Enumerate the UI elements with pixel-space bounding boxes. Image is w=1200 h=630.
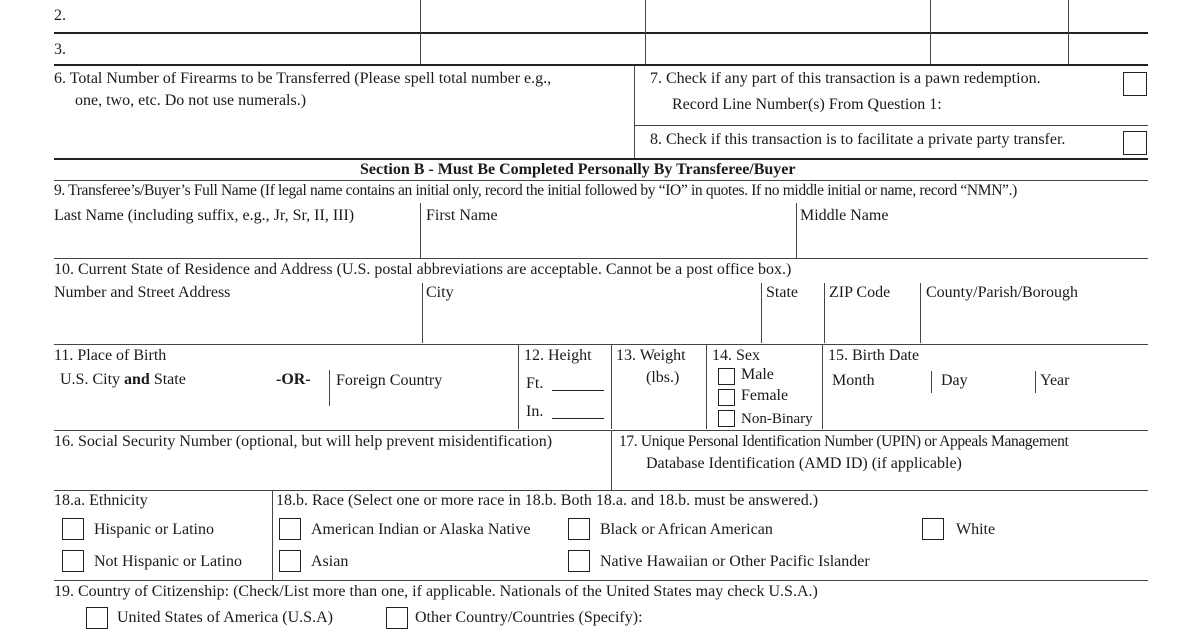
column-divider <box>420 0 421 64</box>
q18b-label: 18.b. Race (Select one or more race in 18.b. Both 18.a. and 18.b. must be answered.) <box>276 492 819 509</box>
row-divider <box>54 64 1148 66</box>
q8-label: 8. Check if this transaction is to facilitate a private party transfer. <box>650 131 1066 148</box>
q9-label: 9. Transferee’s/Buyer’s Full Name (If legal name contains an initial only, record the initial followed by “IO” in quotes. If no middle initial or name, record “NMN”.) <box>54 182 1017 199</box>
row-divider <box>54 258 1148 259</box>
column-divider <box>930 0 931 64</box>
q11-label: 11. Place of Birth <box>54 347 167 364</box>
sex-female-checkbox[interactable] <box>718 389 735 406</box>
first-name-label: First Name <box>426 207 498 224</box>
q7-record-line-label: Record Line Number(s) From Question 1: <box>672 96 942 113</box>
q14-label: 14. Sex <box>712 347 760 364</box>
birth-day-label: Day <box>941 372 968 389</box>
q17-label-continued: Database Identification (AMD ID) (if applicable) <box>646 455 962 472</box>
height-ft-field[interactable] <box>552 390 604 391</box>
foreign-country-field[interactable] <box>334 392 514 428</box>
q10-label: 10. Current State of Residence and Address (U.S. postal abbreviations are acceptable. Cannot be a post office box.) <box>54 261 792 278</box>
column-divider <box>822 345 823 429</box>
hispanic-label: Hispanic or Latino <box>94 521 214 538</box>
race-native-hawaiian-label: Native Hawaiian or Other Pacific Islander <box>600 553 870 570</box>
middle-name-label: Middle Name <box>800 207 889 224</box>
q6-label-continued: one, two, etc. Do not use numerals.) <box>75 92 307 109</box>
column-divider <box>920 283 921 343</box>
row-divider <box>54 32 1148 34</box>
race-american-indian-label: American Indian or Alaska Native <box>311 521 531 538</box>
citizenship-other-checkbox[interactable] <box>386 607 408 629</box>
column-divider <box>1035 371 1036 393</box>
race-black-checkbox[interactable] <box>568 518 590 540</box>
column-divider <box>1068 0 1069 64</box>
birth-month-field[interactable] <box>828 394 928 426</box>
race-white-label: White <box>956 521 996 538</box>
county-label: County/Parish/Borough <box>926 284 1079 301</box>
race-black-label: Black or African American <box>600 521 773 538</box>
race-asian-checkbox[interactable] <box>279 550 301 572</box>
row-number-2: 2. <box>54 7 66 24</box>
q18a-label: 18.a. Ethnicity <box>54 492 148 509</box>
section-b-title: Section B - Must Be Completed Personally By Transferee/Buyer <box>360 161 796 178</box>
height-ft-label: Ft. <box>526 375 544 392</box>
birth-year-label: Year <box>1040 372 1070 389</box>
foreign-country-label: Foreign Country <box>336 372 443 389</box>
us-city-state-label: U.S. City and State <box>60 371 186 388</box>
q17-label: 17. Unique Personal Identification Number (UPIN) or Appeals Management <box>619 433 1069 450</box>
county-field[interactable] <box>924 305 1146 341</box>
column-divider <box>796 203 797 258</box>
q16-label: 16. Social Security Number (optional, but will help prevent misidentification) <box>54 433 553 450</box>
sex-male-checkbox[interactable] <box>718 368 735 385</box>
city-label: City <box>426 284 454 301</box>
street-address-field[interactable] <box>54 305 420 341</box>
last-name-label: Last Name (including suffix, e.g., Jr, Sr, II, III) <box>54 207 355 224</box>
last-name-field[interactable] <box>54 228 418 256</box>
zip-code-label: ZIP Code <box>829 284 891 301</box>
row-divider <box>54 580 1148 581</box>
not-hispanic-checkbox[interactable] <box>62 550 84 572</box>
sex-female-label: Female <box>741 387 789 404</box>
q6-label: 6. Total Number of Firearms to be Transferred (Please spell total number e.g., <box>54 70 552 87</box>
sex-male-label: Male <box>741 366 774 383</box>
race-white-checkbox[interactable] <box>922 518 944 540</box>
race-american-indian-checkbox[interactable] <box>279 518 301 540</box>
weight-field[interactable] <box>616 392 704 426</box>
column-divider <box>634 65 635 159</box>
column-divider <box>761 283 762 343</box>
q12-label: 12. Height <box>524 347 592 364</box>
state-label: State <box>766 284 798 301</box>
birth-month-label: Month <box>832 372 875 389</box>
ssn-field[interactable] <box>54 456 606 488</box>
column-divider <box>422 283 423 343</box>
row-divider <box>54 344 1148 345</box>
us-city-state-field[interactable] <box>58 392 322 428</box>
sex-non-binary-label: Non-Binary <box>741 411 813 427</box>
column-divider <box>611 430 612 490</box>
race-asian-label: Asian <box>311 553 349 570</box>
citizenship-other-label: Other Country/Countries (Specify): <box>415 609 643 626</box>
q13-label: 13. Weight <box>616 347 686 364</box>
pawn-redemption-checkbox[interactable] <box>1123 72 1147 96</box>
column-divider <box>420 203 421 258</box>
middle-name-field[interactable] <box>800 228 1146 256</box>
or-label: -OR- <box>276 371 311 388</box>
weight-unit-label: (lbs.) <box>646 369 680 386</box>
zip-code-field[interactable] <box>827 305 918 341</box>
row-divider <box>54 430 1148 431</box>
first-name-field[interactable] <box>424 228 794 256</box>
column-divider <box>931 371 932 393</box>
q19-label: 19. Country of Citizenship: (Check/List more than one, if applicable. Nationals of the United States may check U.S.A.) <box>54 583 818 600</box>
column-divider <box>329 370 330 406</box>
row-divider <box>634 125 1148 126</box>
private-party-transfer-checkbox[interactable] <box>1123 131 1147 155</box>
height-in-label: In. <box>526 403 544 420</box>
column-divider <box>611 345 612 429</box>
not-hispanic-label: Not Hispanic or Latino <box>94 553 242 570</box>
row-number-3: 3. <box>54 41 66 58</box>
race-native-hawaiian-checkbox[interactable] <box>568 550 590 572</box>
street-address-label: Number and Street Address <box>54 284 231 301</box>
q7-label: 7. Check if any part of this transaction is a pawn redemption. <box>650 70 1041 87</box>
citizenship-usa-checkbox[interactable] <box>86 607 108 629</box>
city-field[interactable] <box>426 305 759 341</box>
upin-field[interactable] <box>990 456 1146 488</box>
column-divider <box>645 0 646 64</box>
column-divider <box>272 490 273 580</box>
citizenship-usa-label: United States of America (U.S.A) <box>117 609 333 626</box>
sex-non-binary-checkbox[interactable] <box>718 410 735 427</box>
hispanic-checkbox[interactable] <box>62 518 84 540</box>
q15-label: 15. Birth Date <box>828 347 920 364</box>
birth-year-field[interactable] <box>1038 394 1146 426</box>
column-divider <box>518 345 519 429</box>
column-divider <box>824 283 825 343</box>
birth-day-field[interactable] <box>934 394 1032 426</box>
column-divider <box>706 345 707 429</box>
height-in-field[interactable] <box>552 418 604 419</box>
state-field[interactable] <box>764 305 822 341</box>
